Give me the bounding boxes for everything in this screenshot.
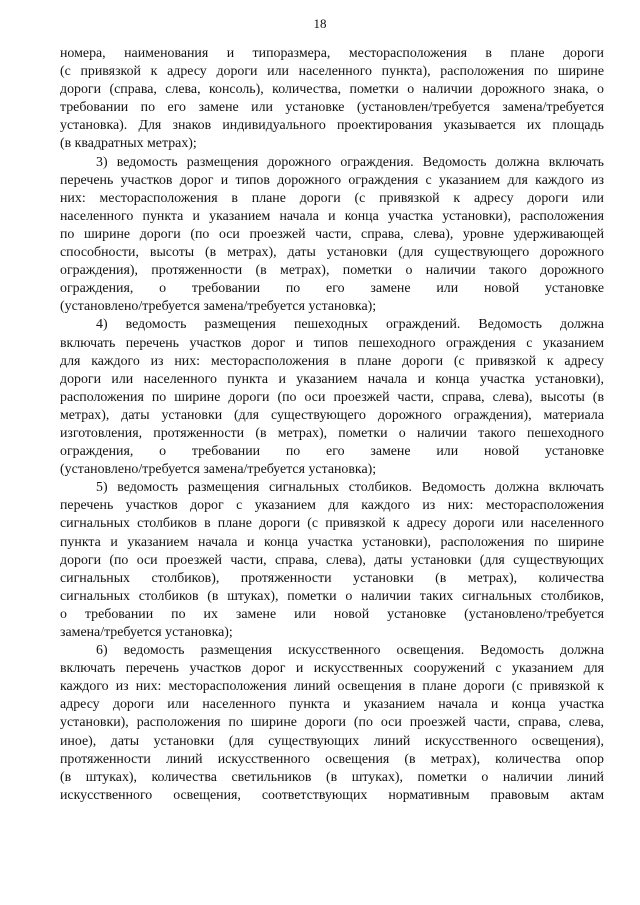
paragraph-continuation [60,45,604,154]
text-line: перечень участков дорог с указанием для каждого из них: месторасположения [60,498,604,514]
text-line: установки), расположения по ширине дороги (по оси проезжей части, справа, слева, [60,715,604,731]
text-line: о требовании по их замене или новой установке (установлено/требуется [60,606,604,622]
text-line: адресу дороги или населенного пункта и указанием начала и конца участка [60,697,604,713]
paragraph-item-3 [60,154,604,317]
text-line: протяженности линий искусственного освещения (в метрах), количества опор [60,751,604,767]
text-line: иное), даты установки (для существующих линий искусственного освещения), [60,733,604,749]
text-line: населенного пункта и указанием начала и конца участка установки), расположения [60,208,604,224]
text-line: сигнальных столбиков (в штуках), пометки о наличии таких сигнальных столбиков, [60,588,604,604]
text-line: искусственного освещения, соответствующих нормативным правовым актам [60,787,604,803]
text-line: 4) ведомость размещения пешеходных ограждений. Ведомость должна [96,317,604,333]
text-line: дороги (по оси проезжей части, справа, слева), даты установки (для существующих [60,552,604,568]
text-line: включать перечень участков дорог и типов пешеходного ограждения с указанием [60,335,604,351]
text-line: требовании по его замене или установке (установлен/требуется замена/требуется [60,100,604,116]
text-line: (с привязкой к адресу дороги или населенного пункта), расположения по ширине [60,64,604,80]
text-line: пункта и указанием начала и конца участка установки), расположения по ширине [60,534,604,550]
text-line: (установлено/требуется замена/требуется установка); [60,462,377,478]
text-line: изготовления, протяженности (в метрах), пометки о наличии такого пешеходного [60,425,604,441]
page-number: 18 [313,16,327,31]
text-line: ограждения, о требовании по его замене или новой установке [60,444,604,460]
text-line: сигнальных столбиков), протяженности установки (в метрах), количества [60,570,604,586]
text-line: сигнальных столбиков в плане дороги (с привязкой к адресу дороги или населенного [60,516,604,532]
text-line: (в штуках), количества светильников (в штуках), пометки о наличии линий [60,769,604,785]
text-line: расположения по ширине дороги (по оси проезжей части, справа, слева), высоты (в [60,389,604,405]
paragraph-item-6 [60,642,604,805]
text-line: 5) ведомость размещения сигнальных столбиков. Ведомость должна включать [96,480,604,496]
text-line: способности, высоты (в метрах), даты установки (для существующего дорожного [60,245,604,261]
text-line: 3) ведомость размещения дорожного ограждения. Ведомость должна включать [96,154,604,170]
text-line: ограждения, о требовании по его замене или новой установке [60,281,604,297]
text-line: ограждения), протяженности (в метрах), пометки о наличии такого дорожного [60,263,604,279]
text-line: них: месторасположения в плане дороги (с привязкой к адресу дороги или [60,190,604,206]
text-line: включать перечень участков дорог и искусственных сооружений с указанием для [60,661,604,677]
text-line: по ширине дороги (по оси проезжей части, справа, слева), уровне удерживающей [60,226,604,242]
paragraph-item-5 [60,479,604,642]
text-line: номера, наименования и типоразмера, месторасположения в плане дороги [60,46,604,61]
text-line: (в квадратных метрах); [60,136,197,152]
text-line: для каждого из них: месторасположения в плане дороги (с привязкой к адресу [60,353,604,369]
paragraph-item-4 [60,316,604,479]
text-line: 6) ведомость размещения искусственного освещения. Ведомость должна [96,643,604,659]
text-line: дороги (справа, слева, консоль), количества, пометки о наличии дорожного знака, о [60,82,604,98]
text-line: установка). Для знаков индивидуального проектирования указывается их площадь [60,118,604,134]
document-body [60,45,604,805]
text-line: перечень участков дорог и типов дорожного ограждения с указанием для каждого из [60,172,604,188]
text-line: каждого из них: месторасположения линий освещения в плане дороги (с привязкой к [60,679,604,695]
text-line: замена/требуется установка); [60,625,233,640]
text-line: дороги или населенного пункта и указанием начала и конца участка установки), [60,371,604,387]
text-line: (установлено/требуется замена/требуется установка); [60,299,377,315]
text-line: метрах), даты установки (для существующего дорожного ограждения), материала [60,407,604,423]
